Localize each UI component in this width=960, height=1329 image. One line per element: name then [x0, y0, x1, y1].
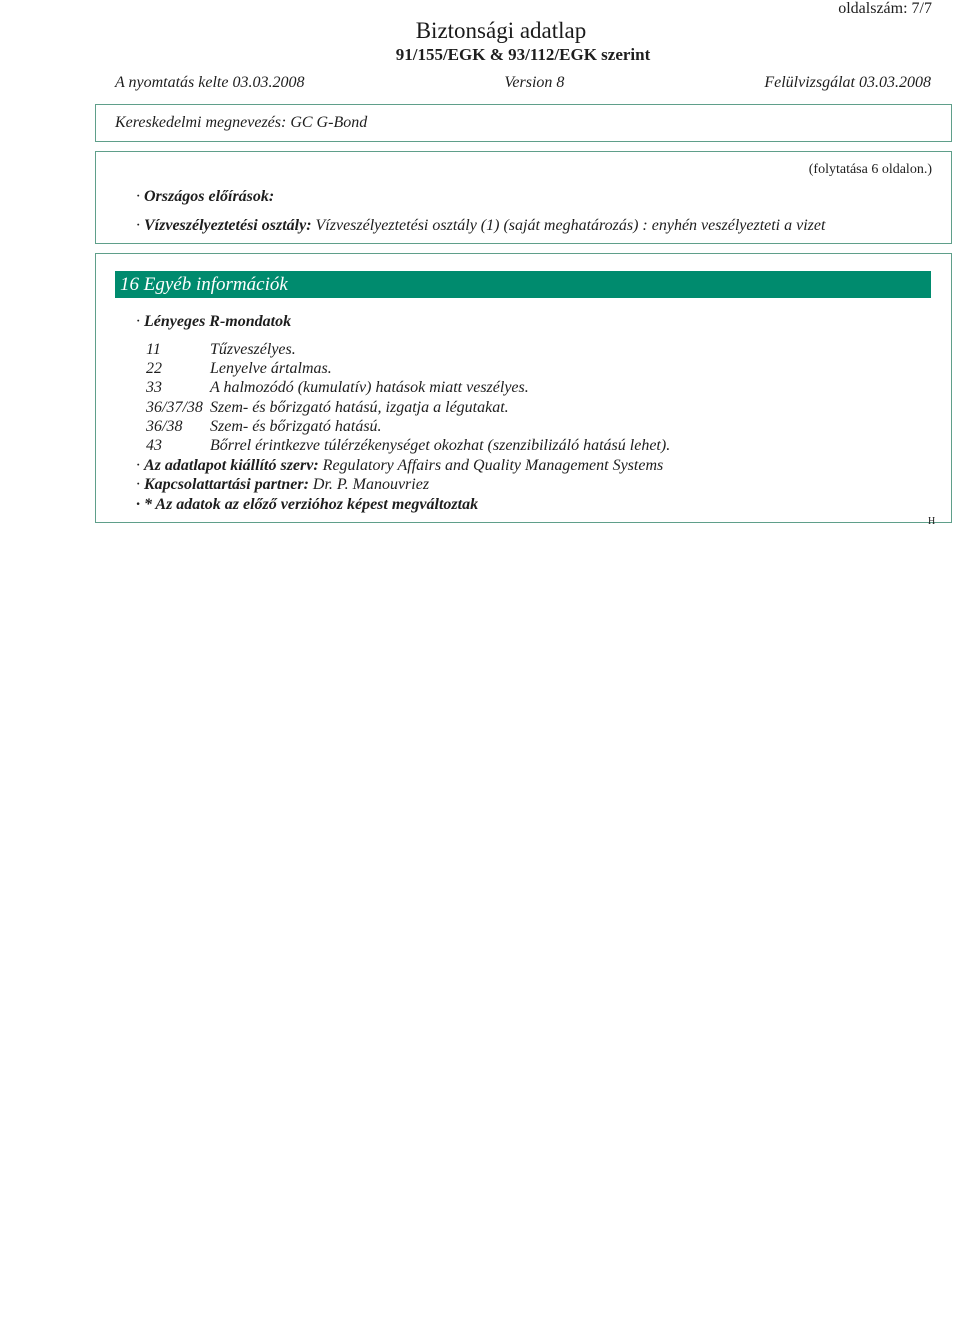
water-hazard-value: Vízveszélyeztetési osztály (1) (saját meghatározás) : enyhén veszélyezteti a vizet [315, 217, 826, 234]
r-phrase-code: 36/37/38 [146, 398, 203, 416]
section-16-heading: 16 Egyéb információk [115, 271, 931, 298]
r-phrase-row [146, 398, 670, 417]
national-rules-label: Országos előírások: [144, 188, 275, 205]
changes-note-line: · * Az adatok az előző verzióhoz képest megváltoztak [136, 496, 479, 513]
r-phrase-row [146, 378, 670, 397]
version: Version 8 [504, 74, 565, 91]
r-phrase-text: Szem- és bőrizgató hatású. [210, 417, 382, 435]
meta-row [115, 74, 931, 92]
footer-mark: H [928, 516, 936, 527]
r-phrase-code: 33 [146, 379, 162, 397]
r-phrase-row [146, 359, 670, 378]
issuer-line: · Az adatlapot kiállító szerv: Regulatory Affairs and Quality Management Systems [136, 457, 664, 474]
contact-label: Kapcsolattartási partner: [144, 476, 309, 493]
r-phrases-table [146, 340, 670, 455]
document-title: Biztonsági adatlap [415, 18, 587, 43]
contact-line: · Kapcsolattartási partner: Dr. P. Manouvriez [136, 476, 430, 493]
r-phrase-text: Bőrrel érintkezve túlérzékenységet okozhat (szenzibilizáló hatású lehet). [210, 437, 671, 455]
r-phrase-code: 36/38 [146, 417, 183, 435]
r-phrases-label: Lényeges R-mondatok [144, 313, 292, 330]
r-phrase-row [146, 417, 670, 436]
r-phrase-text: Tűzveszélyes. [210, 341, 296, 358]
changes-note: * Az adatok az előző verzióhoz képest megváltoztak [144, 496, 479, 513]
contact-value: Dr. P. Manouvriez [312, 476, 430, 493]
water-hazard-label: Vízveszélyeztetési osztály: [144, 217, 312, 234]
r-phrases-line: · Lényeges R-mondatok [136, 313, 292, 330]
continuation-note: (folytatása 6 oldalon.) [808, 162, 932, 177]
r-phrase-row [146, 340, 670, 359]
water-hazard-line: · Vízveszélyeztetési osztály: Vízveszélyeztetési osztály (1) (saját meghatározás) : enyhén veszélyezteti a vizet [136, 217, 826, 234]
document-subtitle: 91/155/EGK & 93/112/EGK szerint [395, 45, 651, 64]
r-phrase-code: 11 [146, 341, 161, 358]
product-name: Kereskedelmi megnevezés: GC G-Bond [115, 114, 368, 131]
revision-date: Felülvizsgálat 03.03.2008 [764, 74, 931, 91]
r-phrase-text: Lenyelve ártalmas. [210, 360, 332, 378]
print-date: A nyomtatás kelte 03.03.2008 [115, 74, 305, 91]
r-phrase-text: Szem- és bőrizgató hatású, izgatja a légutakat. [210, 398, 509, 416]
r-phrase-text: A halmozódó (kumulatív) hatások miatt veszélyes. [210, 379, 529, 397]
product-name-box [95, 104, 952, 142]
r-phrase-code: 43 [146, 437, 162, 455]
r-phrase-code: 22 [146, 360, 162, 378]
issuer-value: Regulatory Affairs and Quality Management Systems [322, 457, 664, 474]
r-phrase-row [146, 436, 670, 455]
page-number: oldalszám: 7/7 [838, 0, 932, 17]
issuer-label: Az adatlapot kiállító szerv: [144, 457, 319, 474]
national-rules-line: · Országos előírások: [136, 188, 275, 205]
